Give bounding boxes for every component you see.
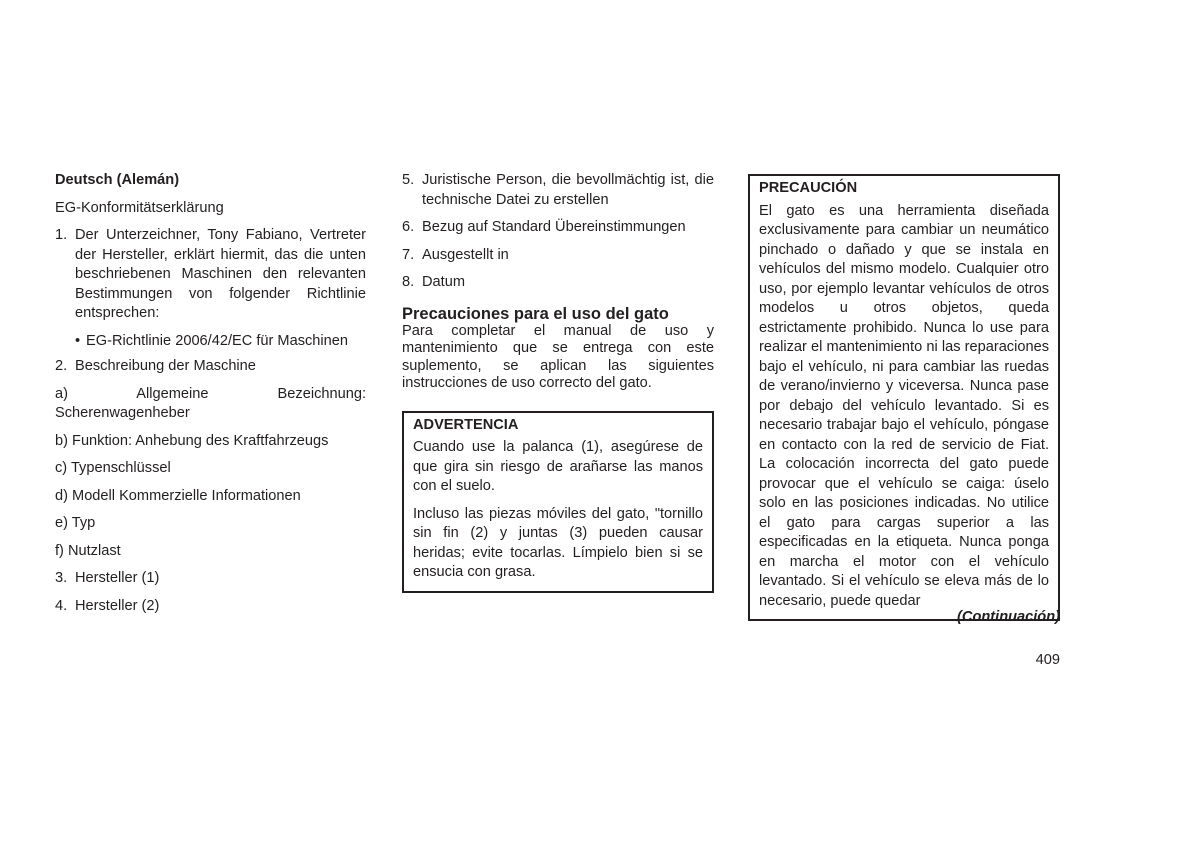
list-text: Ausgestellt in — [422, 246, 509, 263]
list-item — [55, 357, 366, 377]
spec-line: d) Modell Kommerzielle Informationen — [55, 487, 301, 504]
list-number: 6. — [402, 219, 415, 235]
list-number: 4. — [55, 597, 68, 614]
caution-box — [748, 174, 1060, 621]
bullet-item — [75, 332, 366, 352]
spec-line: b) Funktion: Anhebung des Kraftfahrzeugs — [55, 432, 329, 449]
list-number: 2. — [55, 358, 68, 374]
list-item — [402, 171, 714, 210]
list-number: 7. — [402, 246, 415, 263]
list-text: Hersteller (1) — [75, 570, 160, 586]
spec-line: c) Typenschlüssel — [55, 460, 171, 476]
list-number: 5. — [402, 172, 415, 188]
middle-column — [402, 171, 714, 593]
list-item — [55, 569, 366, 589]
declaration-title: EG-Konformitätserklärung — [55, 199, 224, 216]
list-text: Juristische Person, die bevollmächtig ist, die technische Datei zu erstellen — [422, 172, 714, 208]
spec-line: f) Nutzlast — [55, 542, 121, 559]
right-column — [748, 174, 1060, 621]
caution-title: PRECAUCIÓN — [759, 180, 858, 196]
left-column — [55, 171, 366, 624]
caution-text: El gato es una herramienta diseñada exclusivamente para cambiar un neumático pinchado o dañado y que se instala en vehículos del mismo modelo. Cualquier otro uso, por ejemplo levantar vehículos de otros modelos u otros objetos, queda estrictamente prohibido. Nunca lo use para realizar el mantenimiento ni las reparaciones bajo el vehículo, ni para cambiar las ruedas de verano/invierno y viceversa. Nunca pase por debajo del vehículo levantado. Si es necesario trabajar bajo el vehículo, póngase en contacto con la red de servicio de Fiat. La colocación incorrecta del gato puede provocar que el vehículo se caiga: úselo solo en las posiciones indicadas. No utilice el gato para cargas superior a las especificadas en la etiqueta. Nunca ponga en marcha el motor con el vehículo levantado. Si el vehículo se eleva más de lo necesario, puede quedar — [759, 202, 1049, 609]
section-heading: Deutsch (Alemán) — [55, 172, 180, 188]
list-text: Beschreibung der Maschine — [75, 358, 256, 374]
section-title: Precauciones para el uso del gato — [402, 304, 669, 323]
warning-paragraph: Cuando use la palanca (1), asegúrese de que gira sin riesgo de arañarse las manos con el suelo. — [413, 439, 703, 494]
list-number: 3. — [55, 570, 68, 586]
warning-paragraph: Incluso las piezas móviles del gato, "tornillo sin fin (2) y juntas (3) pueden causar heridas; evite tocarlas. Límpielo bien si se ensucia con grasa. — [413, 505, 703, 580]
list-text: Der Unterzeichner, Tony Fabiano, Vertreter der Hersteller, erklärt hiermit, das die unten beschriebenen Maschinen den relevanten Bestimmungen von folgender Richtlinie entsprechen: — [75, 227, 366, 321]
bullet-text: EG-Richtlinie 2006/42/EC für Maschinen — [86, 332, 349, 349]
list-item — [402, 246, 714, 266]
list-text: Datum — [422, 274, 465, 290]
list-item — [55, 597, 366, 617]
list-number: 8. — [402, 274, 415, 290]
list-text: Bezug auf Standard Übereinstimmungen — [422, 219, 686, 235]
bullet-icon: • — [75, 332, 81, 349]
section-intro: Para completar el manual de uso y mantenimiento que se entrega con este suplemento, se aplican las siguientes instrucciones de uso correcto del gato. — [402, 322, 714, 391]
continuation-note: (Continuación) — [957, 609, 1060, 625]
list-text: Hersteller (2) — [75, 597, 160, 614]
list-item — [402, 218, 714, 238]
spec-line: e) Typ — [55, 515, 96, 531]
page-number: 409 — [1035, 652, 1060, 668]
list-number: 1. — [55, 227, 68, 243]
list-item — [55, 226, 366, 324]
spec-line: a) Allgemeine Bezeichnung: Scherenwagenheber — [55, 385, 366, 421]
list-item — [402, 273, 714, 293]
warning-title: ADVERTENCIA — [413, 416, 519, 433]
warning-box — [402, 411, 714, 593]
